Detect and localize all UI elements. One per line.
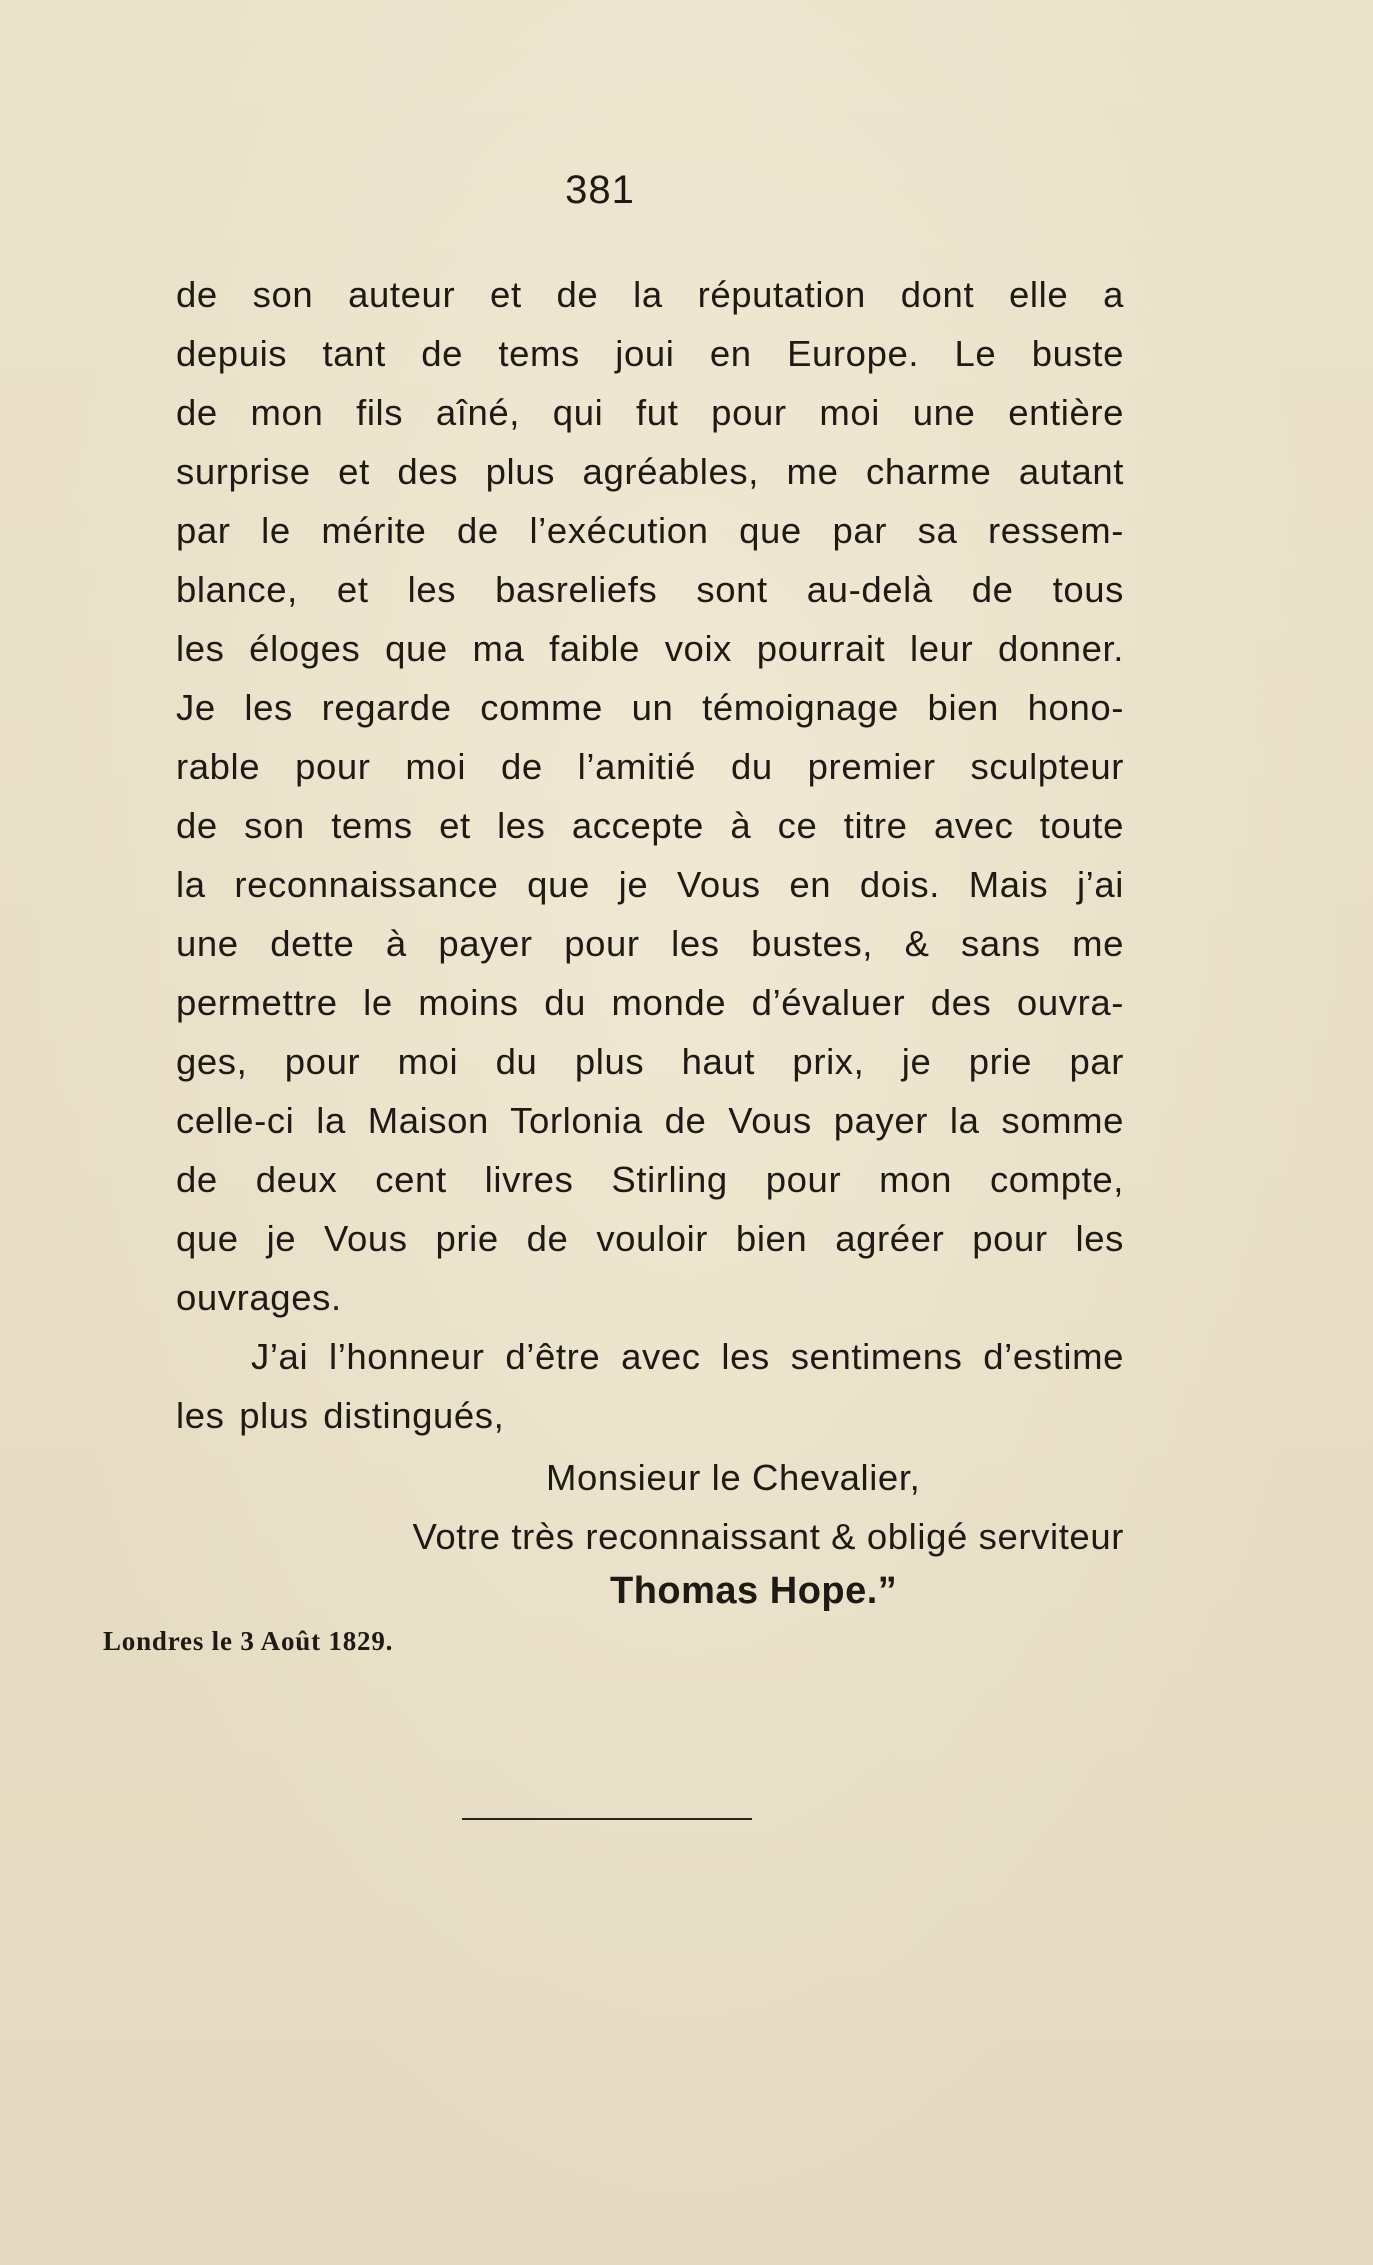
- page-number: 381: [565, 168, 635, 212]
- text-line: que je Vous prie de vouloir bien agréer pour les: [176, 1218, 1124, 1259]
- text-line: blance, et les basreliefs sont au-delà de tous: [176, 569, 1124, 610]
- text-line: les plus distingués,: [176, 1395, 505, 1436]
- text-line: J’ai l’honneur d’être avec les sentimens d’estime: [251, 1336, 1124, 1377]
- text-line: une dette à payer pour les bustes, & sans me: [176, 923, 1124, 964]
- text-line: de mon fils aîné, qui fut pour moi une entière: [176, 392, 1124, 433]
- text-line: ges, pour moi du plus haut prix, je prie par: [176, 1041, 1124, 1082]
- text-line: les éloges que ma faible voix pourrait leur donner.: [176, 628, 1124, 669]
- text-line: surprise et des plus agréables, me charme autant: [176, 451, 1124, 492]
- text-line: Je les regarde comme un témoignage bien hono-: [176, 687, 1124, 728]
- text-line: par le mérite de l’exécution que par sa ressem-: [176, 510, 1124, 551]
- text-line: depuis tant de tems joui en Europe. Le buste: [176, 333, 1124, 374]
- section-divider: [462, 1818, 752, 1820]
- signature: Thomas Hope.”: [610, 1570, 898, 1612]
- text-line: la reconnaissance que je Vous en dois. Mais j’ai: [176, 864, 1124, 905]
- text-line: de son tems et les accepte à ce titre avec toute: [176, 805, 1124, 846]
- salutation: Monsieur le Chevalier,: [546, 1457, 921, 1498]
- place-date: Londres le 3 Août 1829.: [103, 1626, 394, 1656]
- text-line: ouvrages.: [176, 1277, 342, 1318]
- text-line: de deux cent livres Stirling pour mon compte,: [176, 1159, 1124, 1200]
- text-line: celle-ci la Maison Torlonia de Vous payer la somme: [176, 1100, 1124, 1141]
- text-line: rable pour moi de l’amitié du premier sculpteur: [176, 746, 1124, 787]
- text-line: de son auteur et de la réputation dont elle a: [176, 274, 1124, 315]
- letter-body: [176, 265, 1124, 1445]
- text-line: permettre le moins du monde d’évaluer des ouvra-: [176, 982, 1124, 1023]
- valediction: Votre très reconnaissant & obligé serviteur: [412, 1516, 1124, 1557]
